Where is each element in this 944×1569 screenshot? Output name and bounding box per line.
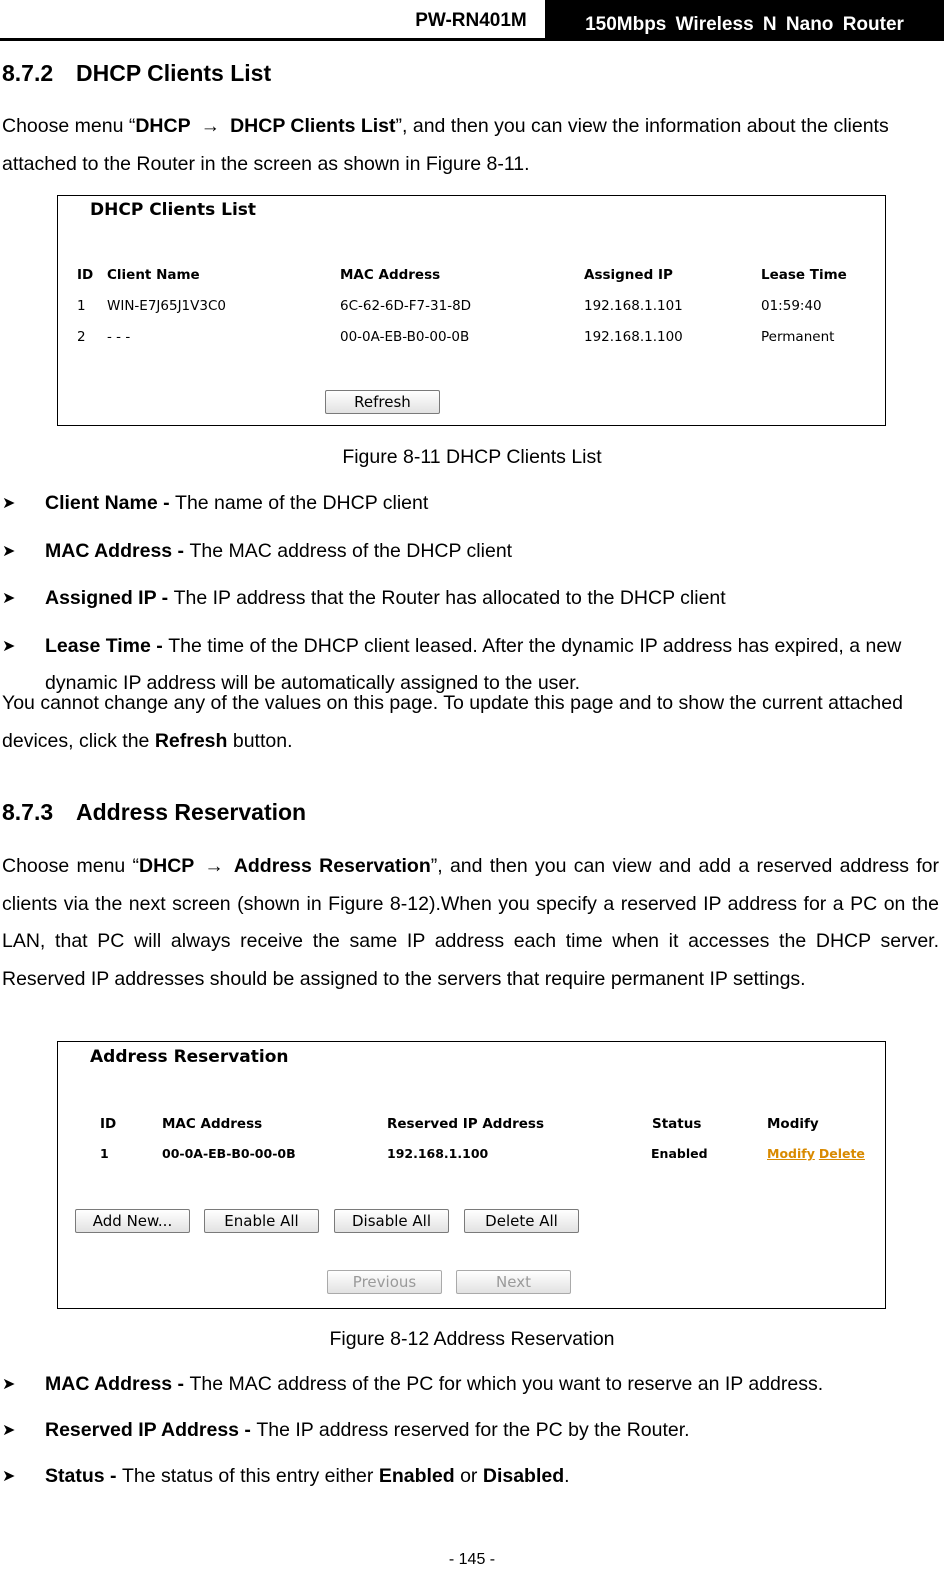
bullet-term: Client Name - (45, 492, 176, 514)
bullet-text: The status of this entry either (121, 1465, 379, 1487)
bullet-arrow-icon: ➤ (2, 638, 16, 655)
screenshot-dhcp-clients-list (57, 195, 886, 426)
bullet-mac-address (2, 533, 939, 570)
note-refresh-term: Refresh (154, 729, 228, 752)
bullet-text: The MAC address of the DHCP client (189, 540, 513, 562)
bullet-status (2, 1458, 939, 1495)
bullet-text: . (564, 1465, 570, 1487)
table-cell: 1 (77, 298, 86, 314)
bullet-arrow-icon: ➤ (2, 543, 16, 560)
col-reserved-ip: Reserved IP Address (387, 1116, 544, 1132)
paragraph-reservation-intro (2, 848, 939, 998)
bullet-term: Assigned IP - (45, 587, 174, 609)
delete-all-button[interactable]: Delete All (464, 1209, 579, 1233)
col-modify: Modify (767, 1116, 819, 1132)
table-cell: 01:59:40 (761, 298, 822, 314)
table-cell: Permanent (761, 329, 835, 345)
add-new-button[interactable]: Add New... (75, 1209, 190, 1233)
note-text-end: button. (227, 729, 293, 752)
modify-link[interactable]: Modify (767, 1146, 815, 1161)
table-cell: 1 (100, 1146, 109, 1161)
bullet-arrow-icon: ➤ (2, 1422, 16, 1439)
figure-caption-8-11: Figure 8-11 DHCP Clients List (342, 446, 602, 468)
modify-cell (767, 1146, 865, 1161)
menu-path-dhcp: DHCP (135, 115, 191, 137)
bullet-arrow-icon: ➤ (2, 495, 16, 512)
menu-path-clients: DHCP Clients List (230, 115, 396, 137)
bullet-term: MAC Address - (45, 1373, 190, 1395)
intro-text: Choose menu “ (2, 115, 136, 137)
refresh-button[interactable]: Refresh (325, 390, 440, 414)
bullet-text: The name of the DHCP client (175, 492, 429, 514)
intro-text: Choose menu “ (2, 855, 140, 877)
col-client-name: Client Name (107, 267, 200, 283)
section-number: 8.7.2 (2, 60, 54, 86)
intro-text-end: ”, and then you can view and add a reserved address for clients via the next screen (shown in Figure 8-12).When you specify a reserved IP address for a PC on the LAN, that PC will always receive the same IP address each time when it accesses the DHCP server. Reserved IP addresses should be assigned to the servers that require permanent IP settings. (2, 855, 939, 990)
table-cell: 192.168.1.100 (387, 1146, 489, 1161)
bullet-text: The IP address reserved for the PC by the Router. (256, 1419, 690, 1441)
status-cell: Enabled (651, 1146, 708, 1161)
table-cell: - - - (107, 329, 131, 345)
section-title: Address Reservation (76, 799, 307, 825)
section-heading-dhcp-clients-list (2, 60, 271, 87)
bullet-text: The time of the DHCP client leased. After the dynamic IP address has expired, a new dynamic IP address will be automatically assigned to the user. (45, 635, 902, 694)
page-number: - 145 - (448, 1551, 496, 1568)
col-lease-time: Lease Time (761, 267, 847, 283)
table-cell: 00-0A-EB-B0-00-0B (162, 1146, 296, 1161)
table-cell: 192.168.1.101 (584, 298, 683, 314)
col-status: Status (652, 1116, 702, 1132)
paragraph-dhcp-intro (2, 108, 939, 183)
next-button[interactable]: Next (456, 1270, 571, 1294)
screenshot-address-reservation (57, 1041, 886, 1309)
bullet-text: The MAC address of the PC for which you want to reserve an IP address. (189, 1373, 824, 1395)
bullet-arrow-icon: ➤ (2, 590, 16, 607)
disable-all-button[interactable]: Disable All (334, 1209, 449, 1233)
bullet-client-name (2, 485, 939, 522)
enabled-term: Enabled (378, 1465, 455, 1487)
paragraph-refresh-note (2, 685, 939, 760)
screenshot-title: Address Reservation (90, 1047, 289, 1067)
intro-text-end: ”, and then you can view the information about the clients attached to the Router in the screen as shown in Figure 8-11. (2, 115, 889, 175)
note-text: You cannot change any of the values on this page. To update this page and to show the current attached devices, click the (2, 692, 903, 752)
previous-button[interactable]: Previous (327, 1270, 442, 1294)
col-id: ID (77, 267, 94, 283)
table-cell: 2 (77, 329, 86, 345)
figure-caption-8-12: Figure 8-12 Address Reservation (329, 1328, 615, 1350)
disabled-term: Disabled (482, 1465, 565, 1487)
bullet-arrow-icon: ➤ (2, 1376, 16, 1393)
section-number: 8.7.3 (2, 799, 54, 825)
table-cell: 6C-62-6D-F7-31-8D (340, 298, 472, 314)
delete-link[interactable]: Delete (818, 1146, 865, 1161)
section-heading-address-reservation (2, 799, 306, 826)
section-title: DHCP Clients List (76, 60, 272, 86)
table-cell: 192.168.1.100 (584, 329, 683, 345)
bullet-term: Reserved IP Address - (45, 1419, 257, 1441)
table-cell: WIN-E7J65J1V3C0 (107, 298, 226, 314)
bullet-term: Lease Time - (45, 635, 169, 657)
col-mac-address: MAC Address (340, 267, 441, 283)
bullet-reserved-ip (2, 1412, 939, 1449)
header-model: PW-RN401M (415, 10, 527, 31)
menu-arrow-icon: → (200, 115, 221, 137)
menu-path-dhcp: DHCP (139, 855, 195, 877)
col-id: ID (100, 1116, 117, 1132)
table-cell: 00-0A-EB-B0-00-0B (340, 329, 470, 345)
bullet-text: or (454, 1465, 483, 1487)
bullet-term: MAC Address - (45, 540, 190, 562)
bullet-mac-address (2, 1366, 939, 1403)
header-rule (0, 38, 944, 41)
screenshot-title: DHCP Clients List (90, 200, 257, 220)
bullet-term: Status - (45, 1465, 122, 1487)
bullet-assigned-ip (2, 580, 939, 617)
bullet-text: The IP address that the Router has allocated to the DHCP client (173, 587, 726, 609)
header-product: 150Mbps Wireless N Nano Router (545, 0, 944, 41)
col-mac-address: MAC Address (162, 1116, 263, 1132)
col-assigned-ip: Assigned IP (584, 267, 673, 283)
bullet-arrow-icon: ➤ (2, 1468, 16, 1485)
menu-arrow-icon: → (204, 855, 224, 877)
enable-all-button[interactable]: Enable All (204, 1209, 319, 1233)
menu-path-reservation: Address Reservation (233, 855, 431, 877)
